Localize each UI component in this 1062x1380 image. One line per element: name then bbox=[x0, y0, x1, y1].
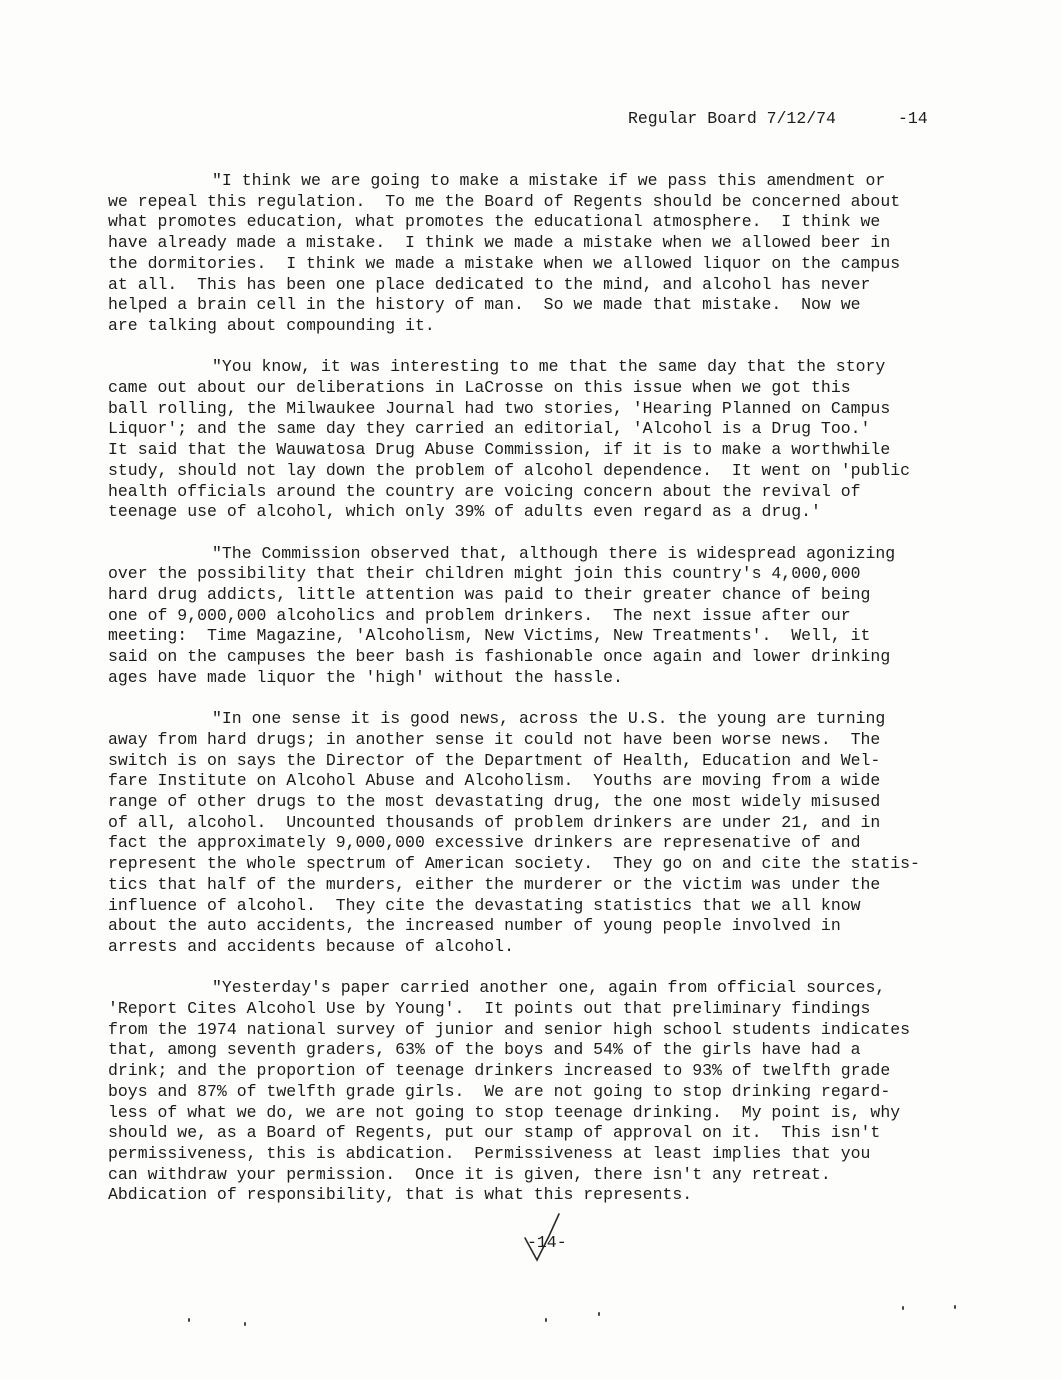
document-body bbox=[108, 171, 958, 1227]
text-line: at all. This has been one place dedicated to the mind, and alcohol has never bbox=[108, 274, 871, 294]
text-line: over the possibility that their children might join this country's 4,000,000 bbox=[108, 564, 861, 584]
text-line: "In one sense it is good news, across the U.S. the young are turning bbox=[212, 709, 886, 729]
text-line: are talking about compounding it. bbox=[108, 315, 435, 335]
text-line: said on the campuses the beer bash is fashionable once again and lower drinking bbox=[108, 647, 891, 667]
text-line: tics that half of the murders, either the murderer or the victim was under the bbox=[108, 874, 881, 894]
header-title: Regular Board 7/12/74 bbox=[628, 109, 836, 128]
text-line: boys and 87% of twelfth grade girls. We are not going to stop drinking regard- bbox=[108, 1081, 891, 1101]
text-line: 'Report Cites Alcohol Use by Young'. It points out that preliminary findings bbox=[108, 999, 871, 1019]
text-line: from the 1974 national survey of junior and senior high school students indicates bbox=[108, 1019, 911, 1039]
text-line: away from hard drugs; in another sense it could not have been worse news. The bbox=[108, 729, 881, 749]
text-line: that, among seventh graders, 63% of the boys and 54% of the girls have had a bbox=[108, 1040, 861, 1060]
text-line: should we, as a Board of Regents, put our stamp of approval on it. This isn't bbox=[108, 1123, 881, 1143]
text-line: "I think we are going to make a mistake if we pass this amendment or bbox=[212, 171, 886, 190]
text-line: It said that the Wauwatosa Drug Abuse Commission, if it is to make a worthwhile bbox=[108, 440, 891, 460]
text-line: study, should not lay down the problem of alcohol dependence. It went on 'public bbox=[108, 460, 911, 480]
paragraph-4 bbox=[108, 709, 958, 957]
text-line: drink; and the proportion of teenage drinkers increased to 93% of twelfth grade bbox=[108, 1061, 891, 1081]
text-line: "The Commission observed that, although there is widespread agonizing bbox=[212, 543, 896, 563]
text-line: what promotes education, what promotes the educational atmosphere. I think we bbox=[108, 212, 881, 232]
text-line: ages have made liquor the 'high' without the hassle. bbox=[108, 667, 623, 687]
header-page-number: -14 bbox=[897, 109, 928, 128]
text-line: one of 9,000,000 alcoholics and problem drinkers. The next issue after our bbox=[108, 605, 851, 625]
text-line: helped a brain cell in the history of man. So we made that mistake. Now we bbox=[108, 295, 861, 315]
text-line: fact the approximately 9,000,000 excessive drinkers are represenative of and bbox=[108, 833, 861, 853]
paragraph-2 bbox=[108, 357, 958, 523]
paragraph-5 bbox=[108, 978, 958, 1206]
text-line: came out about our deliberations in LaCrosse on this issue when we got this bbox=[108, 378, 851, 398]
text-line: permissiveness, this is abdication. Permissiveness at least implies that you bbox=[108, 1143, 871, 1163]
text-line: health officials around the country are voicing concern about the revival of bbox=[108, 481, 861, 501]
text-line: hard drug addicts, little attention was paid to their greater chance of being bbox=[108, 585, 871, 605]
text-line: represent the whole spectrum of American society. They go on and cite the statis- bbox=[108, 854, 920, 874]
text-line: switch is on says the Director of the Department of Health, Education and Wel- bbox=[108, 750, 881, 770]
paragraph-3 bbox=[108, 544, 958, 689]
text-line: "Yesterday's paper carried another one, again from official sources, bbox=[212, 978, 886, 998]
text-line: arrests and accidents because of alcohol. bbox=[108, 936, 514, 956]
text-line: fare Institute on Alcohol Abuse and Alcoholism. Youths are moving from a wide bbox=[108, 771, 881, 791]
text-line: about the auto accidents, the increased number of young people involved in bbox=[108, 916, 841, 936]
text-line: the dormitories. I think we made a mistake when we allowed liquor on the campus bbox=[108, 253, 901, 273]
text-line: of all, alcohol. Uncounted thousands of problem drinkers are under 21, and in bbox=[108, 812, 881, 832]
text-line: have already made a mistake. I think we made a mistake when we allowed beer in bbox=[108, 233, 891, 253]
text-line: "You know, it was interesting to me that the same day that the story bbox=[212, 357, 886, 377]
text-line: Liquor'; and the same day they carried an editorial, 'Alcohol is a Drug Too.' bbox=[108, 419, 871, 439]
text-line: ball rolling, the Milwaukee Journal had two stories, 'Hearing Planned on Campus bbox=[108, 398, 891, 418]
page-header bbox=[628, 108, 928, 129]
text-line: Abdication of responsibility, that is what this represents. bbox=[108, 1185, 693, 1205]
paragraph-1 bbox=[108, 171, 958, 337]
text-line: range of other drugs to the most devastating drug, the one most widely misused bbox=[108, 792, 881, 812]
text-line: influence of alcohol. They cite the devastating statistics that we all know bbox=[108, 895, 861, 915]
text-line: teenage use of alcohol, which only 39% of adults even regard as a drug.' bbox=[108, 502, 821, 522]
text-line: we repeal this regulation. To me the Board of Regents should be concerned about bbox=[108, 191, 901, 211]
text-line: meeting: Time Magazine, 'Alcoholism, New Victims, New Treatments'. Well, it bbox=[108, 626, 871, 646]
footer-page-number: -14- bbox=[527, 1233, 567, 1252]
text-line: less of what we do, we are not going to stop teenage drinking. My point is, why bbox=[108, 1102, 901, 1122]
text-line: can withdraw your permission. Once it is given, there isn't any retreat. bbox=[108, 1164, 831, 1184]
